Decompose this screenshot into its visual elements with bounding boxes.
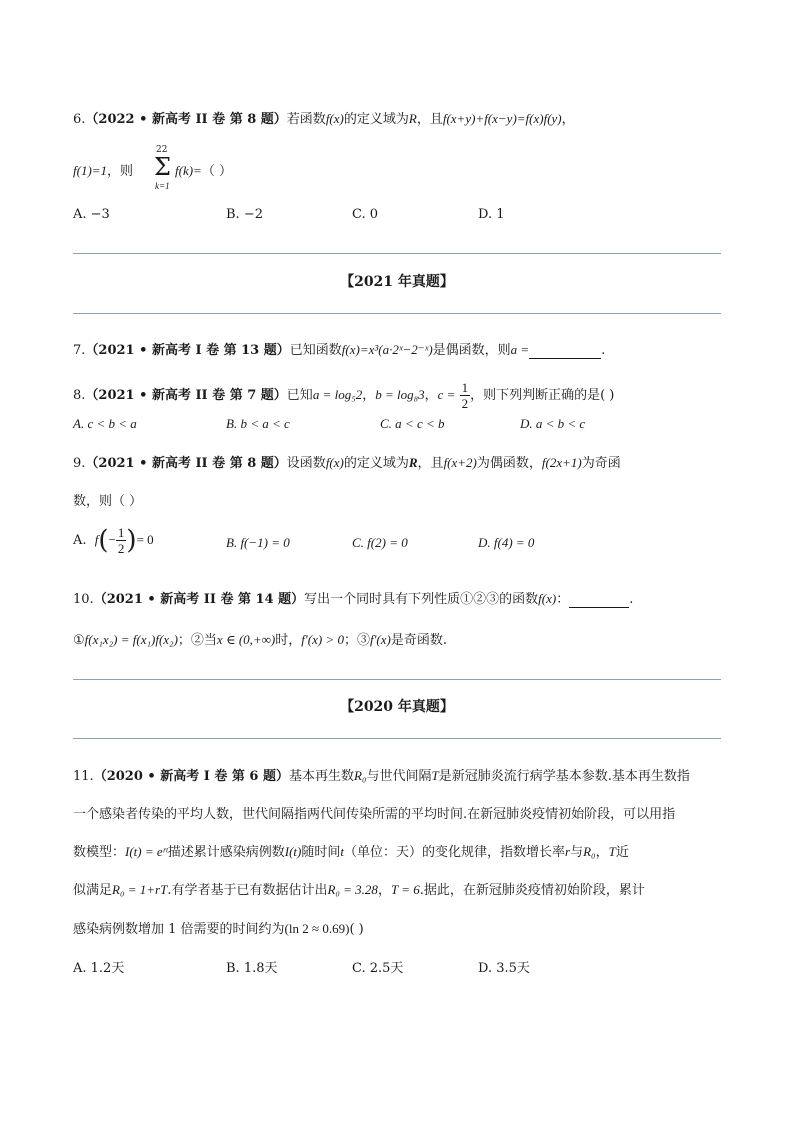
q9-R: R bbox=[408, 455, 418, 470]
q6-option-b: B. −2 bbox=[226, 207, 263, 222]
q6-sum-expr: f(k)= bbox=[175, 163, 202, 178]
q7-a-eq: a = bbox=[510, 342, 530, 357]
q8-a: a = log₅2 bbox=[312, 387, 363, 402]
q8-source: （2021 • 新高考 II 卷 第 7 题） bbox=[85, 388, 287, 403]
q8-frac-den: 2 bbox=[461, 396, 469, 411]
q6-text: ，且 bbox=[416, 112, 443, 127]
q11-relation: R₀ = 1+rT bbox=[112, 882, 168, 897]
q11-text: .有学者基于已有数据估计出 bbox=[167, 883, 328, 898]
q11-R0: R₀ bbox=[583, 844, 596, 859]
q6-text: ，则 bbox=[107, 164, 134, 179]
q10-fx: f(x) bbox=[538, 591, 557, 606]
q11-estimate-t: T = 6 bbox=[390, 882, 420, 897]
q8-fraction bbox=[460, 380, 471, 411]
q8-number: 8. bbox=[73, 388, 86, 403]
q7-text: 已知函数 bbox=[289, 343, 342, 358]
q11-line1 bbox=[73, 765, 690, 784]
divider bbox=[73, 679, 721, 680]
q6-option-d: D. 1 bbox=[478, 207, 505, 222]
q9-option-a bbox=[73, 525, 154, 556]
q8-option-c: C. a < c < b bbox=[380, 416, 445, 431]
q11-text: （单位：天）的变化规律，指数增长率 bbox=[344, 845, 566, 860]
sigma-icon: Σ bbox=[154, 153, 171, 181]
q11-text: 基本再生数 bbox=[289, 769, 355, 784]
q11-option-a: A. 1.2天 bbox=[73, 961, 125, 976]
q6-sum-top: 22 bbox=[156, 145, 168, 155]
q9-f2: f(2x+1) bbox=[541, 455, 582, 470]
divider bbox=[73, 738, 721, 739]
q6-option-c: C. 0 bbox=[352, 207, 379, 222]
q10-line1 bbox=[73, 588, 633, 608]
q6-sum-bottom: k=1 bbox=[155, 181, 170, 191]
q11-line2: 一个感染者传染的平均人数，世代间隔指两代间传染所需的平均时间.在新冠肺炎疫情初始阶段，可以用指 bbox=[73, 807, 676, 822]
q11-source: （2020 • 新高考 I 卷 第 6 题） bbox=[93, 769, 289, 784]
paren-right: ) bbox=[126, 525, 137, 556]
q11-R0: R₀ bbox=[354, 768, 367, 783]
q11-line4 bbox=[73, 879, 645, 898]
q10-text: ① bbox=[73, 633, 85, 648]
q11-It: I(t) bbox=[284, 844, 302, 859]
q6-number: 6. bbox=[73, 112, 86, 127]
q7-text: 是偶函数，则 bbox=[432, 343, 511, 358]
q8-b: b = log₈3 bbox=[375, 387, 425, 402]
q10-number: 10. bbox=[73, 592, 94, 607]
q10-source: （2021 • 新高考 II 卷 第 14 题） bbox=[93, 592, 305, 607]
q6-equation: f(x+y)+f(x−y)=f(x)f(y) bbox=[442, 111, 562, 126]
q8-text: ，则下列判断正确的是( ) bbox=[470, 388, 615, 403]
q11-text: 描述累计感染病例数 bbox=[167, 845, 285, 860]
q9-line1 bbox=[73, 452, 621, 471]
q11-text: 是新冠肺炎流行病学基本参数.基本再生数指 bbox=[438, 769, 690, 784]
q9-number: 9. bbox=[73, 456, 86, 471]
divider bbox=[73, 313, 721, 314]
q6-text: ， bbox=[561, 112, 575, 127]
q8-text: 已知 bbox=[286, 388, 313, 403]
q11-T: T bbox=[608, 844, 616, 859]
q10-end: . bbox=[629, 592, 634, 607]
q10-line2 bbox=[73, 629, 447, 648]
q11-text: .据此，在新冠肺炎疫情初始阶段，累计 bbox=[419, 883, 645, 898]
q9-text: 设函数 bbox=[286, 456, 326, 471]
q11-text: 与世代间隔 bbox=[366, 769, 432, 784]
q7-end: . bbox=[601, 343, 606, 358]
q10-condition: x ∈ (0,+∞) bbox=[216, 632, 276, 647]
q8-sep: ， bbox=[362, 388, 376, 403]
q11-text: 感染病例数增加 1 倍需要的时间约为 bbox=[73, 922, 285, 937]
q11-ln: (ln 2 ≈ 0.69) bbox=[284, 921, 350, 936]
q11-option-d: D. 3.5天 bbox=[478, 961, 530, 976]
q8-option-a: A. c < b < a bbox=[73, 416, 137, 431]
q9-opt-a-minus: − bbox=[108, 532, 116, 547]
q10-text: 写出一个同时具有下列性质①②③的函数 bbox=[304, 592, 539, 607]
q8-sep: ， bbox=[424, 388, 438, 403]
q9-source: （2021 • 新高考 II 卷 第 8 题） bbox=[85, 456, 287, 471]
q8-line bbox=[73, 380, 614, 411]
q10-text: 时， bbox=[275, 633, 302, 648]
q6-R: R bbox=[408, 111, 417, 126]
q11-t: t bbox=[340, 844, 344, 859]
q6-source: （2022 • 新高考 II 卷 第 8 题） bbox=[85, 112, 287, 127]
q11-text: 与 bbox=[570, 845, 584, 860]
q7-source: （2021 • 新高考 I 卷 第 13 题） bbox=[85, 343, 290, 358]
q10-text: ；②当 bbox=[177, 633, 217, 648]
q11-paren: ( ) bbox=[349, 922, 364, 937]
q9-fx: f(x) bbox=[325, 455, 344, 470]
q9-opt-a-label: A. bbox=[73, 533, 87, 548]
q6-text: 若函数 bbox=[286, 112, 326, 127]
divider bbox=[73, 253, 721, 254]
q11-line5 bbox=[73, 918, 364, 937]
q11-option-b: B. 1.8天 bbox=[226, 961, 278, 976]
q9-line2: 数，则（ ） bbox=[73, 494, 143, 509]
q9-text: 的定义域为 bbox=[343, 456, 409, 471]
q6-f1: f(1)=1 bbox=[73, 163, 108, 178]
q11-text: 似满足 bbox=[73, 883, 113, 898]
q7-number: 7. bbox=[73, 343, 86, 358]
q11-text: 近 bbox=[615, 845, 629, 860]
q9-option-c: C. f(2) = 0 bbox=[352, 535, 408, 550]
q11-text: ， bbox=[595, 845, 609, 860]
q11-text: 数模型： bbox=[73, 845, 126, 860]
q9-text: 为偶函数， bbox=[476, 456, 542, 471]
q10-prop1: f(x₁x₂) = f(x₁)f(x₂) bbox=[84, 632, 178, 647]
q8-option-d: D. a < b < c bbox=[520, 416, 586, 431]
q9-opt-a-f: f bbox=[94, 532, 99, 547]
q7-line bbox=[73, 339, 605, 359]
q9-option-b: B. f(−1) = 0 bbox=[226, 535, 290, 550]
q6-line1 bbox=[73, 108, 575, 127]
q10-text: ： bbox=[556, 592, 570, 607]
q11-T: T bbox=[431, 768, 439, 783]
q9-option-d: D. f(4) = 0 bbox=[478, 535, 535, 550]
q11-r: r bbox=[565, 844, 571, 859]
q6-paren: （ ） bbox=[201, 164, 232, 179]
q11-estimate-r0: R₀ = 3.28 bbox=[327, 882, 378, 897]
q7-expression: f(x)=x³(a·2ˣ−2⁻ˣ) bbox=[341, 342, 433, 357]
q10-text: 是奇函数. bbox=[390, 633, 447, 648]
q11-text: 随时间 bbox=[301, 845, 341, 860]
q10-prop3: f′(x) bbox=[369, 632, 391, 647]
q11-model: I(t) = eʳᵗ bbox=[125, 844, 168, 859]
answer-blank bbox=[569, 592, 629, 608]
q6-fx: f(x) bbox=[325, 111, 344, 126]
q6-text: 的定义域为 bbox=[343, 112, 409, 127]
q6-option-a: A. −3 bbox=[73, 207, 110, 222]
q9-frac-num: 1 bbox=[117, 525, 125, 540]
section-title-2020: 【2020 年真题】 bbox=[340, 699, 454, 715]
q9-opt-a-fraction bbox=[116, 525, 127, 556]
q9-opt-a-tail: = 0 bbox=[136, 532, 154, 547]
q8-frac-num: 1 bbox=[461, 380, 469, 395]
q11-text: ， bbox=[377, 883, 391, 898]
q11-line3 bbox=[73, 841, 629, 860]
q9-text: 为奇函 bbox=[581, 456, 621, 471]
q10-text: ；③ bbox=[343, 633, 370, 648]
q9-frac-den: 2 bbox=[117, 541, 125, 556]
q11-option-c: C. 2.5天 bbox=[352, 961, 404, 976]
q10-prop2: f′(x) > 0 bbox=[301, 632, 344, 647]
q11-number: 11. bbox=[73, 769, 94, 784]
section-title-2021: 【2021 年真题】 bbox=[340, 274, 454, 290]
q9-text: ，且 bbox=[417, 456, 444, 471]
paren-left: ( bbox=[98, 525, 109, 556]
q6-line2 bbox=[73, 160, 133, 179]
q8-c: c = bbox=[437, 387, 456, 402]
q9-f1: f(x+2) bbox=[443, 455, 477, 470]
answer-blank bbox=[529, 343, 601, 359]
q6-sum-body bbox=[175, 160, 232, 179]
q8-option-b: B. b < a < c bbox=[226, 416, 290, 431]
